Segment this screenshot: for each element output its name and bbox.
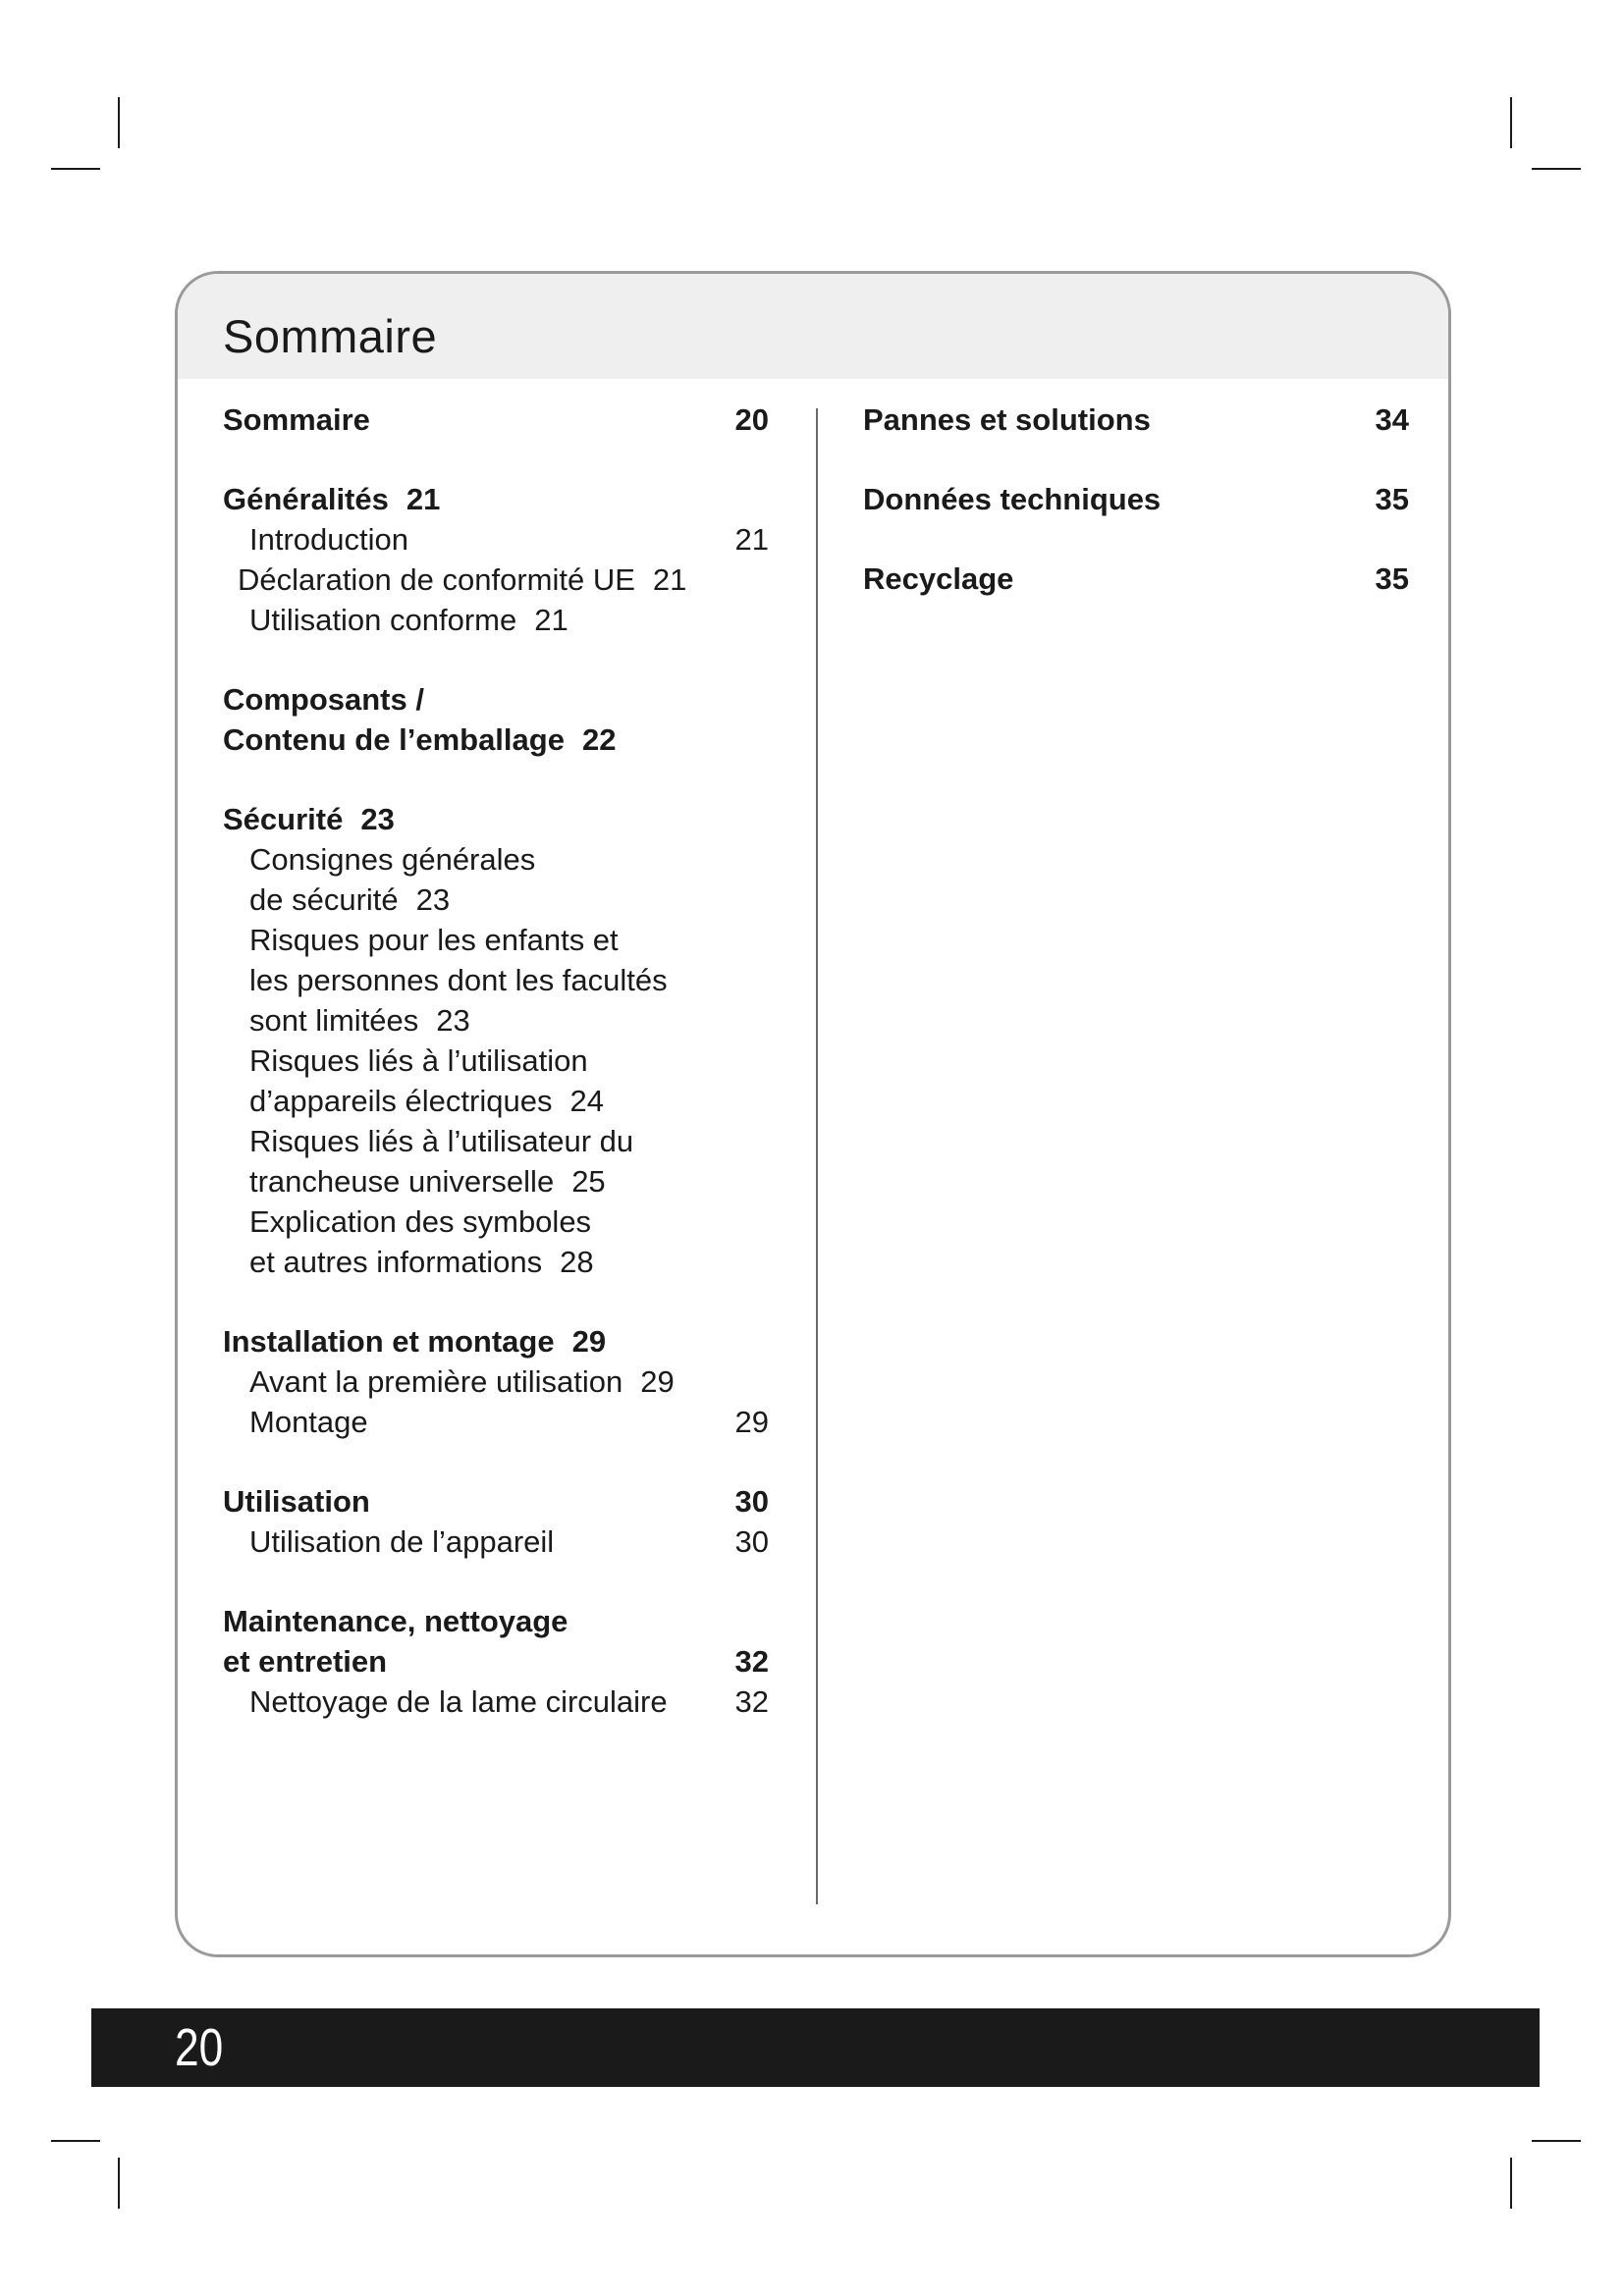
toc-subsection-entry <box>223 839 769 880</box>
toc-entry-page: 32 <box>734 1684 769 1719</box>
toc-entry-title: sont limitées <box>249 1003 419 1038</box>
toc-section-entry <box>223 1601 769 1641</box>
toc-spacer <box>223 440 769 479</box>
crop-mark-bottom-left-horizontal <box>51 2140 100 2142</box>
toc-subsection-entry <box>223 1000 769 1041</box>
toc-entry-page: 24 <box>569 1084 604 1118</box>
toc-spacer <box>223 640 769 679</box>
toc-subsection-entry <box>223 1522 769 1562</box>
toc-entry-row <box>238 560 686 600</box>
toc-section-entry <box>223 1481 769 1522</box>
toc-section-entry <box>863 479 1409 519</box>
toc-subsection-entry <box>223 1242 769 1282</box>
crop-mark-bottom-right-vertical <box>1510 2158 1512 2209</box>
toc-entry-title: Maintenance, nettoyage <box>223 1604 568 1638</box>
crop-mark-bottom-right-horizontal <box>1532 2140 1581 2142</box>
toc-spacer <box>863 519 1409 559</box>
toc-entry-page: 21 <box>534 603 568 637</box>
toc-entry-title: Consignes générales <box>249 842 536 877</box>
toc-entry-page: 21 <box>734 522 769 557</box>
toc-entry-title: trancheuse universelle <box>249 1164 555 1199</box>
toc-entry-title: Déclaration de conformité UE <box>238 562 635 597</box>
crop-mark-top-right-horizontal <box>1532 168 1581 170</box>
toc-entry-page: 22 <box>581 722 617 757</box>
toc-left-column <box>223 400 769 1722</box>
toc-entry-title: Utilisation de l’appareil <box>249 1524 555 1559</box>
toc-section-entry <box>863 400 1409 440</box>
toc-entry-row <box>249 600 568 640</box>
toc-section-entry <box>223 400 769 440</box>
footer-bar <box>91 2008 1540 2087</box>
toc-entry-title: Contenu de l’emballage <box>223 722 565 757</box>
toc-section-entry <box>223 720 769 760</box>
toc-entry-row <box>223 1321 606 1362</box>
toc-subsection-entry <box>223 880 769 920</box>
toc-entry-page: 29 <box>640 1364 675 1399</box>
toc-entry-title: Nettoyage de la lame circulaire <box>249 1684 668 1719</box>
toc-spacer <box>863 440 1409 479</box>
toc-entry-title: les personnes dont les facultés <box>249 963 668 997</box>
toc-subsection-entry <box>223 960 769 1000</box>
toc-entry-title: Sécurité <box>223 802 344 836</box>
toc-entry-title: Généralités <box>223 482 389 516</box>
page-number: 20 <box>175 2018 224 2077</box>
toc-entry-row <box>249 1161 606 1201</box>
toc-spacer <box>223 760 769 799</box>
toc-entry-title: Avant la première utilisation <box>249 1364 623 1399</box>
toc-section-entry <box>223 679 769 720</box>
toc-entry-title: Introduction <box>249 522 408 557</box>
toc-entry-title: et entretien <box>223 1644 388 1679</box>
toc-entry-page: 23 <box>360 802 395 836</box>
toc-entry-title: Utilisation conforme <box>249 603 517 637</box>
toc-entry-page: 30 <box>734 1524 769 1559</box>
toc-entry-title: Montage <box>249 1405 368 1439</box>
toc-subsection-entry <box>223 600 769 640</box>
toc-entry-row <box>249 1362 675 1402</box>
toc-subsection-entry <box>223 1041 769 1081</box>
toc-entry-page: 20 <box>734 402 769 437</box>
toc-entry-title: Risques liés à l’utilisation <box>249 1043 588 1078</box>
toc-section-entry <box>223 1641 769 1682</box>
toc-entry-row <box>249 1000 470 1041</box>
toc-entry-row <box>223 799 395 839</box>
toc-entry-page: 29 <box>571 1324 607 1359</box>
toc-entry-page: 25 <box>571 1164 606 1199</box>
toc-subsection-entry <box>223 1402 769 1442</box>
toc-entry-page: 29 <box>734 1405 769 1439</box>
toc-entry-page: 21 <box>652 562 687 597</box>
toc-entry-page: 35 <box>1375 561 1409 596</box>
toc-subsection-entry <box>223 920 769 960</box>
toc-entry-title: Composants / <box>223 682 424 717</box>
column-divider <box>816 408 818 1904</box>
toc-section-entry <box>863 559 1409 599</box>
toc-entry-title: Utilisation <box>223 1484 370 1519</box>
toc-section-entry <box>223 479 769 519</box>
toc-entry-page: 35 <box>1375 482 1409 516</box>
toc-entry-page: 28 <box>560 1245 594 1279</box>
toc-entry-page: 23 <box>415 882 451 917</box>
crop-mark-top-left-horizontal <box>51 168 100 170</box>
page-title: Sommaire <box>223 310 438 362</box>
toc-entry-title: de sécurité <box>249 882 399 917</box>
toc-entry-page: 23 <box>436 1003 470 1038</box>
toc-section-entry <box>223 1321 769 1362</box>
crop-mark-top-left-vertical <box>118 97 120 148</box>
toc-entry-title: Risques liés à l’utilisateur du <box>249 1124 634 1158</box>
toc-subsection-entry <box>223 560 769 600</box>
toc-entry-title: Installation et montage <box>223 1324 555 1359</box>
toc-spacer <box>223 1562 769 1601</box>
toc-entry-title: et autres informations <box>249 1245 543 1279</box>
toc-subsection-entry <box>223 1362 769 1402</box>
crop-mark-top-right-vertical <box>1510 97 1512 148</box>
panel-header <box>178 274 1448 379</box>
toc-entry-row <box>223 720 616 760</box>
toc-entry-title: Données techniques <box>863 482 1162 516</box>
toc-subsection-entry <box>223 1161 769 1201</box>
toc-subsection-entry <box>223 1201 769 1242</box>
toc-spacer <box>223 1282 769 1321</box>
toc-subsection-entry <box>223 1682 769 1722</box>
toc-entry-page: 34 <box>1375 402 1409 437</box>
crop-mark-bottom-left-vertical <box>118 2158 120 2209</box>
toc-spacer <box>223 1442 769 1481</box>
toc-entry-row <box>249 1081 604 1121</box>
toc-subsection-entry <box>223 519 769 560</box>
toc-entry-title: Pannes et solutions <box>863 402 1151 437</box>
toc-entry-row <box>249 1242 594 1282</box>
toc-entry-title: Sommaire <box>223 402 370 437</box>
toc-right-column <box>863 400 1409 599</box>
toc-entry-title: Explication des symboles <box>249 1204 592 1239</box>
toc-entry-title: Risques pour les enfants et <box>249 923 619 957</box>
toc-entry-page: 21 <box>406 482 441 516</box>
toc-subsection-entry <box>223 1121 769 1161</box>
toc-subsection-entry <box>223 1081 769 1121</box>
toc-panel <box>175 271 1451 1957</box>
toc-entry-row <box>223 479 440 519</box>
toc-entry-title: Recyclage <box>863 561 1014 596</box>
toc-section-entry <box>223 799 769 839</box>
toc-entry-page: 30 <box>734 1484 769 1519</box>
toc-entry-title: d’appareils électriques <box>249 1084 553 1118</box>
toc-entry-row <box>249 880 450 920</box>
toc-entry-page: 32 <box>734 1644 769 1679</box>
